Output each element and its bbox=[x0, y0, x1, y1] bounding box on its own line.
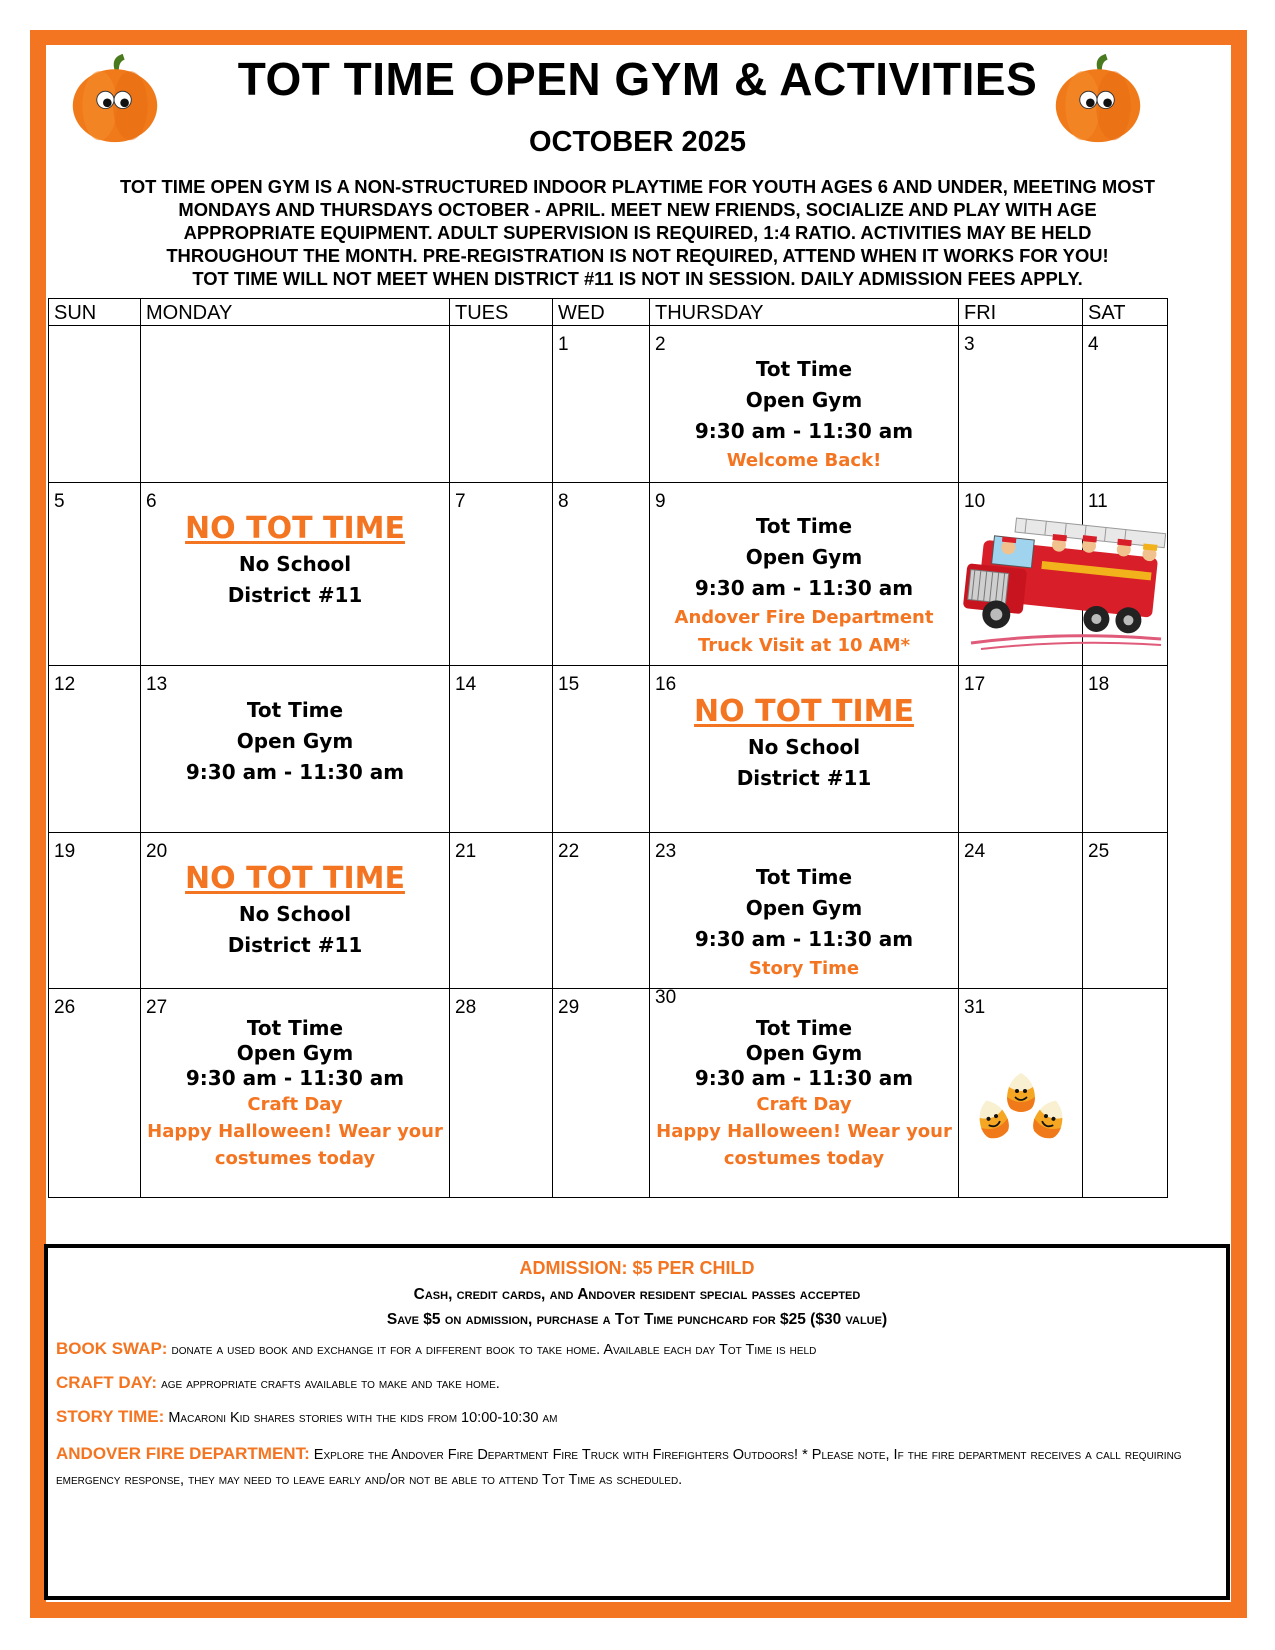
day-cell-oct-5 bbox=[48, 482, 141, 666]
day-number: 23 bbox=[655, 841, 677, 862]
day-cell-oct-15 bbox=[552, 665, 650, 833]
event-time: 9:30 am - 11:30 am bbox=[185, 1066, 405, 1090]
craft-day-info bbox=[56, 1373, 1226, 1393]
no-tot-time-heading: NO TOT TIME bbox=[185, 511, 405, 546]
day-number: 29 bbox=[558, 997, 580, 1018]
event-note: costumes today bbox=[723, 1148, 885, 1169]
day-number: 9 bbox=[655, 491, 666, 512]
day-cell-oct-22 bbox=[552, 832, 650, 989]
day-cell bbox=[48, 325, 141, 483]
story-time-info bbox=[56, 1407, 1226, 1427]
day-number: 16 bbox=[655, 674, 677, 695]
day-number: 27 bbox=[146, 997, 168, 1018]
fire-truck-icon bbox=[961, 503, 1166, 653]
event-tot-time bbox=[650, 354, 958, 475]
day-number: 15 bbox=[558, 674, 580, 695]
day-number: 5 bbox=[54, 491, 65, 512]
day-number: 1 bbox=[558, 334, 569, 355]
craft-day-text: age appropriate crafts available to make and take home. bbox=[161, 1376, 500, 1392]
fire-department-label: ANDOVER FIRE DEPARTMENT: bbox=[56, 1444, 310, 1463]
day-number: 7 bbox=[455, 491, 466, 512]
day-cell-oct-26 bbox=[48, 988, 141, 1198]
day-number: 12 bbox=[54, 674, 76, 695]
day-cell-oct-14 bbox=[449, 665, 553, 833]
calendar-grid bbox=[48, 298, 1229, 1244]
day-cell-oct-3 bbox=[958, 325, 1083, 483]
day-cell-oct-1 bbox=[552, 325, 650, 483]
intro-line: THROUGHOUT THE MONTH. PRE-REGISTRATION IS NOT REQUIRED, ATTEND WHEN IT WORKS FOR YOU! bbox=[166, 245, 1109, 266]
event-note: Truck Visit at 10 AM* bbox=[697, 635, 911, 656]
event-line: No School bbox=[747, 735, 861, 759]
no-tot-time-heading: NO TOT TIME bbox=[694, 694, 914, 729]
day-number: 21 bbox=[455, 841, 477, 862]
event-no-tot-time bbox=[141, 859, 449, 961]
event-subtitle: Open Gym bbox=[236, 1041, 354, 1065]
event-line: No School bbox=[238, 902, 352, 926]
day-cell-oct-17 bbox=[958, 665, 1083, 833]
event-line: No School bbox=[238, 552, 352, 576]
event-title: Tot Time bbox=[755, 1016, 853, 1040]
day-number: 18 bbox=[1088, 674, 1110, 695]
payment-info: Cash, credit cards, and Andover resident special passes accepted bbox=[413, 1286, 861, 1303]
no-tot-time-heading: NO TOT TIME bbox=[185, 861, 405, 896]
day-cell-oct-30 bbox=[649, 988, 959, 1198]
day-cell-oct-21 bbox=[449, 832, 553, 989]
event-time: 9:30 am - 11:30 am bbox=[694, 927, 914, 951]
day-cell-oct-25 bbox=[1082, 832, 1168, 989]
day-cell-oct-18 bbox=[1082, 665, 1168, 833]
event-time: 9:30 am - 11:30 am bbox=[694, 1066, 914, 1090]
book-swap-text: donate a used book and exchange it for a different book to take home. Available each day Tot Time is held bbox=[171, 1342, 817, 1358]
day-header-sat: SAT bbox=[1082, 298, 1168, 326]
event-line: District #11 bbox=[227, 583, 363, 607]
day-cell-oct-2 bbox=[649, 325, 959, 483]
candy-corn-icon bbox=[977, 1069, 1065, 1147]
event-no-tot-time bbox=[650, 692, 958, 794]
day-number: 4 bbox=[1088, 334, 1099, 355]
day-number: 31 bbox=[964, 997, 986, 1018]
event-note: Welcome Back! bbox=[726, 450, 882, 471]
day-cell bbox=[449, 325, 553, 483]
intro-text bbox=[62, 175, 1213, 290]
day-number: 11 bbox=[1088, 491, 1108, 512]
story-time-label: STORY TIME: bbox=[56, 1407, 165, 1426]
craft-day-label: CRAFT DAY: bbox=[56, 1373, 158, 1392]
fire-department-info bbox=[56, 1441, 1218, 1493]
day-header-tues: TUES bbox=[449, 298, 553, 326]
event-subtitle: Open Gym bbox=[745, 896, 863, 920]
event-line: District #11 bbox=[736, 766, 872, 790]
day-cell-empty bbox=[1082, 988, 1168, 1198]
day-number: 20 bbox=[146, 841, 168, 862]
day-cell-oct-23 bbox=[649, 832, 959, 989]
event-tot-time bbox=[141, 1016, 449, 1172]
day-number: 3 bbox=[964, 334, 975, 355]
day-number: 2 bbox=[655, 334, 666, 355]
event-title: Tot Time bbox=[755, 514, 853, 538]
day-number: 10 bbox=[964, 491, 986, 512]
day-number: 17 bbox=[964, 674, 986, 695]
intro-line: APPROPRIATE EQUIPMENT. ADULT SUPERVISION IS REQUIRED, 1:4 RATIO. ACTIVITIES MAY BE HELD bbox=[183, 222, 1092, 243]
day-cell-oct-9 bbox=[649, 482, 959, 666]
day-number: 22 bbox=[558, 841, 580, 862]
intro-line: TOT TIME WILL NOT MEET WHEN DISTRICT #11 IS NOT IN SESSION. DAILY ADMISSION FEES APPLY. bbox=[192, 268, 1083, 289]
day-number: 13 bbox=[146, 674, 168, 695]
page-title: TOT TIME OPEN GYM & ACTIVITIES bbox=[237, 53, 1038, 105]
fire-department-text: Explore the Andover Fire Department Fire Truck with Firefighters Outdoors! * Please note, If the fire department receives a call requiring emergency response, they may need to leave early and/or not be able to attend Tot Time as scheduled. bbox=[56, 1447, 1182, 1488]
day-cell-oct-24 bbox=[958, 832, 1083, 989]
event-note: Story Time bbox=[748, 958, 860, 979]
event-time: 9:30 am - 11:30 am bbox=[694, 576, 914, 600]
book-swap-info bbox=[56, 1339, 1226, 1359]
day-number: 28 bbox=[455, 997, 477, 1018]
day-header-thursday: THURSDAY bbox=[649, 298, 959, 326]
day-number: 8 bbox=[558, 491, 569, 512]
event-title: Tot Time bbox=[246, 698, 344, 722]
day-cell-oct-12 bbox=[48, 665, 141, 833]
event-subtitle: Open Gym bbox=[236, 729, 354, 753]
event-note: Happy Halloween! Wear your bbox=[656, 1121, 952, 1142]
event-no-tot-time bbox=[141, 509, 449, 611]
event-tot-time bbox=[141, 695, 449, 788]
event-subtitle: Open Gym bbox=[745, 545, 863, 569]
day-number: 14 bbox=[455, 674, 477, 695]
event-note: Happy Halloween! Wear your bbox=[147, 1121, 443, 1142]
book-swap-label: BOOK SWAP: bbox=[56, 1339, 168, 1358]
event-subtitle: Open Gym bbox=[745, 1041, 863, 1065]
day-cell-oct-31 bbox=[958, 988, 1083, 1198]
day-header-sun: SUN bbox=[48, 298, 141, 326]
event-line: District #11 bbox=[227, 933, 363, 957]
info-footer bbox=[44, 1244, 1230, 1600]
day-cell-oct-29 bbox=[552, 988, 650, 1198]
day-number: 30 bbox=[655, 987, 677, 1008]
day-cell-oct-13 bbox=[140, 665, 450, 833]
intro-line: TOT TIME OPEN GYM IS A NON-STRUCTURED INDOOR PLAYTIME FOR YOUTH AGES 6 AND UNDER, MEETING MOST bbox=[119, 176, 1156, 197]
day-cell bbox=[140, 325, 450, 483]
day-cell-oct-28 bbox=[449, 988, 553, 1198]
event-tot-time bbox=[650, 511, 958, 660]
event-note: Craft Day bbox=[247, 1094, 343, 1115]
event-note: costumes today bbox=[214, 1148, 376, 1169]
day-cell-oct-6 bbox=[140, 482, 450, 666]
day-cell-oct-16 bbox=[649, 665, 959, 833]
day-number: 6 bbox=[146, 491, 157, 512]
event-title: Tot Time bbox=[755, 357, 853, 381]
event-title: Tot Time bbox=[246, 1016, 344, 1040]
day-cell-oct-8 bbox=[552, 482, 650, 666]
day-header-wed: WED bbox=[552, 298, 650, 326]
day-number: 19 bbox=[54, 841, 76, 862]
event-note: Craft Day bbox=[756, 1094, 852, 1115]
admission-heading: ADMISSION: $5 PER CHILD bbox=[519, 1258, 755, 1278]
event-subtitle: Open Gym bbox=[745, 388, 863, 412]
day-cell-oct-7 bbox=[449, 482, 553, 666]
day-number: 25 bbox=[1088, 841, 1110, 862]
punchcard-info: Save $5 on admission, purchase a Tot Time punchcard for $25 ($30 value) bbox=[386, 1311, 888, 1328]
event-time: 9:30 am - 11:30 am bbox=[185, 760, 405, 784]
day-number: 26 bbox=[54, 997, 76, 1018]
day-cell-oct-4 bbox=[1082, 325, 1168, 483]
day-number: 24 bbox=[964, 841, 986, 862]
intro-line: MONDAYS AND THURSDAYS OCTOBER - APRIL. MEET NEW FRIENDS, SOCIALIZE AND PLAY WITH AGE bbox=[178, 199, 1097, 220]
day-header-fri: FRI bbox=[958, 298, 1083, 326]
day-cell-oct-27 bbox=[140, 988, 450, 1198]
event-note: Andover Fire Department bbox=[674, 607, 934, 628]
event-tot-time bbox=[650, 1016, 958, 1172]
event-title: Tot Time bbox=[755, 865, 853, 889]
month-title: OCTOBER 2025 bbox=[528, 126, 747, 158]
day-cell-oct-19 bbox=[48, 832, 141, 989]
story-time-text: Macaroni Kid shares stories with the kids from 10:00-10:30 am bbox=[168, 1410, 558, 1426]
event-time: 9:30 am - 11:30 am bbox=[694, 419, 914, 443]
day-header-monday: MONDAY bbox=[140, 298, 450, 326]
day-cell-oct-20 bbox=[140, 832, 450, 989]
event-tot-time bbox=[650, 862, 958, 983]
